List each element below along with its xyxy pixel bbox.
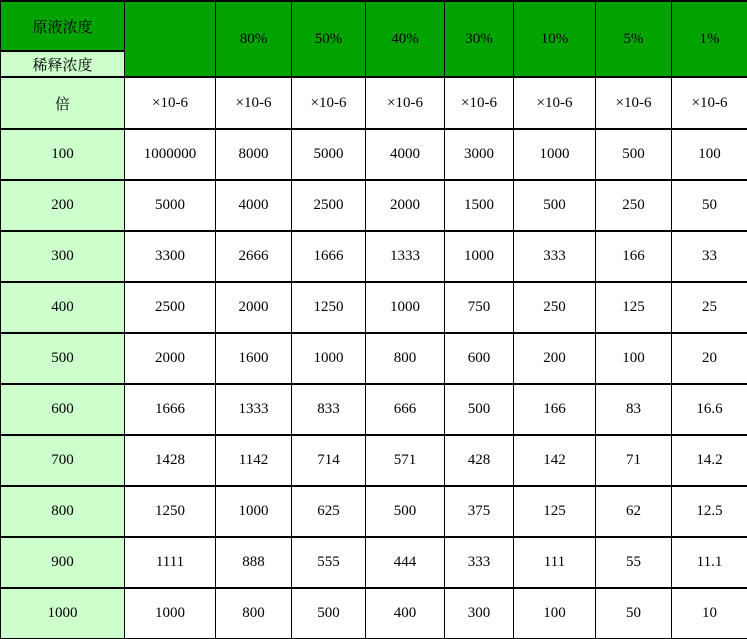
value-cell: 166 (514, 384, 596, 435)
value-cell: 1111 (125, 537, 216, 588)
value-cell: 11.1 (672, 537, 747, 588)
fold-row-header: 1000 (1, 588, 125, 639)
value-cell: 250 (596, 180, 672, 231)
fold-row-header: 600 (1, 384, 125, 435)
value-cell: 125 (596, 282, 672, 333)
value-cell: 4000 (216, 180, 292, 231)
unit-cell: ×10-6 (292, 77, 366, 129)
value-cell: 2000 (125, 333, 216, 384)
value-cell: 14.2 (672, 435, 747, 486)
value-cell: 714 (292, 435, 366, 486)
concentration-column-header (125, 1, 216, 77)
value-cell: 62 (596, 486, 672, 537)
value-cell: 200 (514, 333, 596, 384)
value-cell: 833 (292, 384, 366, 435)
value-cell: 3000 (445, 129, 514, 180)
unit-cell: ×10-6 (672, 77, 747, 129)
fold-row-header: 300 (1, 231, 125, 282)
table-body (1, 129, 747, 639)
fold-row-header: 700 (1, 435, 125, 486)
unit-cell: ×10-6 (514, 77, 596, 129)
fold-row-header: 400 (1, 282, 125, 333)
fold-row-header: 500 (1, 333, 125, 384)
value-cell: 83 (596, 384, 672, 435)
value-cell: 2000 (366, 180, 445, 231)
value-cell: 1428 (125, 435, 216, 486)
value-cell: 25 (672, 282, 747, 333)
value-cell: 2500 (125, 282, 216, 333)
value-cell: 444 (366, 537, 445, 588)
value-cell: 125 (514, 486, 596, 537)
value-cell: 500 (514, 180, 596, 231)
value-cell: 333 (514, 231, 596, 282)
table-row (1, 333, 747, 384)
value-cell: 33 (672, 231, 747, 282)
value-cell: 2666 (216, 231, 292, 282)
corner-title-cell: 原液浓度 (1, 1, 125, 51)
table-row (1, 588, 747, 639)
value-cell: 1142 (216, 435, 292, 486)
value-cell: 400 (366, 588, 445, 639)
value-cell: 500 (445, 384, 514, 435)
value-cell: 1500 (445, 180, 514, 231)
concentration-column-header: 10% (514, 1, 596, 77)
concentration-column-header: 5% (596, 1, 672, 77)
value-cell: 1600 (216, 333, 292, 384)
fold-row-header: 900 (1, 537, 125, 588)
value-cell: 5000 (292, 129, 366, 180)
value-cell: 1000 (216, 486, 292, 537)
value-cell: 1000 (292, 333, 366, 384)
table-row (1, 435, 747, 486)
value-cell: 2500 (292, 180, 366, 231)
concentration-column-header: 40% (366, 1, 445, 77)
value-cell: 71 (596, 435, 672, 486)
value-cell: 300 (445, 588, 514, 639)
value-cell: 111 (514, 537, 596, 588)
fold-row-header: 100 (1, 129, 125, 180)
table-row (1, 282, 747, 333)
value-cell: 500 (596, 129, 672, 180)
value-cell: 1000 (366, 282, 445, 333)
table-row (1, 180, 747, 231)
fold-row-header: 800 (1, 486, 125, 537)
unit-cell: ×10-6 (366, 77, 445, 129)
value-cell: 16.6 (672, 384, 747, 435)
value-cell: 800 (216, 588, 292, 639)
value-cell: 555 (292, 537, 366, 588)
value-cell: 3300 (125, 231, 216, 282)
value-cell: 750 (445, 282, 514, 333)
value-cell: 428 (445, 435, 514, 486)
header-row-top (1, 1, 747, 51)
table-row (1, 384, 747, 435)
value-cell: 100 (514, 588, 596, 639)
value-cell: 625 (292, 486, 366, 537)
value-cell: 1250 (292, 282, 366, 333)
table-row (1, 129, 747, 180)
unit-cell: ×10-6 (216, 77, 292, 129)
table-row (1, 537, 747, 588)
value-cell: 500 (292, 588, 366, 639)
value-cell: 50 (672, 180, 747, 231)
value-cell: 55 (596, 537, 672, 588)
value-cell: 4000 (366, 129, 445, 180)
value-cell: 333 (445, 537, 514, 588)
unit-cell: ×10-6 (596, 77, 672, 129)
value-cell: 1250 (125, 486, 216, 537)
value-cell: 12.5 (672, 486, 747, 537)
value-cell: 5000 (125, 180, 216, 231)
value-cell: 1666 (125, 384, 216, 435)
value-cell: 100 (596, 333, 672, 384)
value-cell: 1000 (445, 231, 514, 282)
concentration-column-header: 50% (292, 1, 366, 77)
value-cell: 666 (366, 384, 445, 435)
value-cell: 1000000 (125, 129, 216, 180)
unit-row (1, 77, 747, 129)
value-cell: 8000 (216, 129, 292, 180)
value-cell: 10 (672, 588, 747, 639)
value-cell: 571 (366, 435, 445, 486)
fold-label-cell: 倍 (1, 77, 125, 129)
value-cell: 888 (216, 537, 292, 588)
concentration-column-header: 80% (216, 1, 292, 77)
unit-cell: ×10-6 (125, 77, 216, 129)
value-cell: 1000 (514, 129, 596, 180)
table-row (1, 486, 747, 537)
value-cell: 600 (445, 333, 514, 384)
value-cell: 500 (366, 486, 445, 537)
value-cell: 1666 (292, 231, 366, 282)
dilution-concentration-label: 稀释浓度 (1, 51, 125, 77)
value-cell: 375 (445, 486, 514, 537)
value-cell: 142 (514, 435, 596, 486)
concentration-column-header: 1% (672, 1, 747, 77)
concentration-column-header: 30% (445, 1, 514, 77)
unit-cell: ×10-6 (445, 77, 514, 129)
value-cell: 250 (514, 282, 596, 333)
fold-row-header: 200 (1, 180, 125, 231)
value-cell: 1333 (366, 231, 445, 282)
value-cell: 1000 (125, 588, 216, 639)
value-cell: 100 (672, 129, 747, 180)
value-cell: 50 (596, 588, 672, 639)
value-cell: 166 (596, 231, 672, 282)
value-cell: 1333 (216, 384, 292, 435)
table-row (1, 231, 747, 282)
value-cell: 2000 (216, 282, 292, 333)
value-cell: 800 (366, 333, 445, 384)
value-cell: 20 (672, 333, 747, 384)
